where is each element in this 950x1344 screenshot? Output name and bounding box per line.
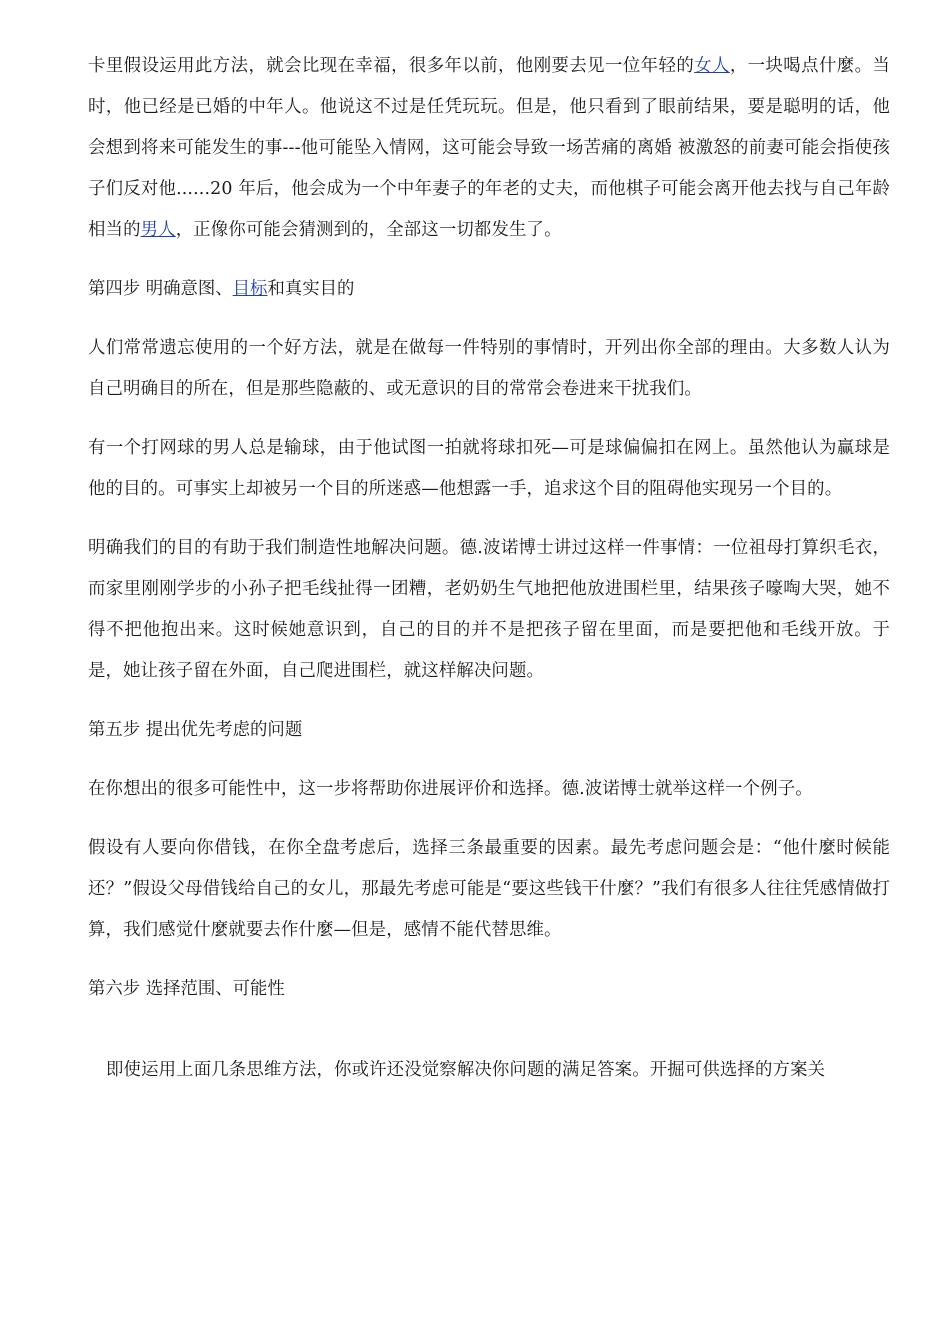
- heading-step-six: 第六步 选择范围、可能性: [88, 979, 285, 999]
- link-man[interactable]: 男人: [140, 220, 176, 240]
- link-goal[interactable]: 目标: [232, 279, 268, 299]
- heading-text: 和真实目的: [267, 279, 355, 299]
- paragraph-borrow-money: 假设有人要向你借钱，在你全盘考虑后，选择三条最重要的因素。最先考虑问题会是：“他什麼时候能还？”假设父母借钱给自己的女儿，那最先考虑可能是“要这些钱干什麼？”我们有很多人往往凭感情做打算，我们感觉什麼就要去作什麼—但是，感情不能代替思维。: [88, 838, 890, 940]
- heading-text: 第四步 明确意图、: [88, 279, 233, 299]
- paragraph-cali-story: [88, 46, 890, 251]
- heading-step-five: 第五步 提出优先考虑的问题: [88, 720, 303, 740]
- paragraph-evaluate-choose: 在你想出的很多可能性中，这一步将帮助你进展评价和选择。德.波诺博士就举这样一个例子。: [88, 779, 813, 799]
- paragraph-tennis-player: 有一个打网球的男人总是输球，由于他试图一拍就将球扣死—可是球偏偏扣在网上。虽然他认为赢球是他的目的。可事实上却被另一个目的所迷惑—他想露一手，追求这个目的阻碍他实现另一个目的。: [88, 438, 890, 499]
- paragraph-text: ，一块喝点什麼。当时，他已经是已婚的中年人。他说这不过是任凭玩玩。但是，他只看到了眼前结果，要是聪明的话，他会想到将来可能发生的事---他可能坠入情网，这可能会导致一场苦痛的离婚 被激怒的前妻可能会指使孩子们反对他......20 年后，他会成为一个中年妻子的年老的丈夫，而他棋子可能会离开他去找与自己年龄相当的: [88, 56, 890, 240]
- heading-step-four: [88, 269, 890, 310]
- document-page: [88, 46, 890, 1091]
- paragraph-alternatives: 即使运用上面几条思维方法，你或许还没觉察解决你问题的满足答案。开掘可供选择的方案关: [106, 1060, 826, 1080]
- paragraph-grandmother-story: 明确我们的目的有助于我们制造性地解决问题。德.波诺博士讲过这样一件事情：一位祖母打算织毛衣，而家里刚刚学步的小孙子把毛线扯得一团糟，老奶奶生气地把他放进围栏里，结果孩子嚎啕大哭，她不得不把他抱出来。这时候她意识到，自己的目的并不是把孩子留在里面，而是要把他和毛线开放。于是，她让孩子留在外面，自己爬进围栏，就这样解决问题。: [88, 538, 890, 681]
- paragraph-text: 卡里假设运用此方法，就会比现在幸福，很多年以前，他刚要去见一位年轻的: [88, 56, 695, 76]
- paragraph-list-reasons: 人们常常遗忘使用的一个好方法，就是在做每一件特别的事情时，开列出你全部的理由。大多数人认为自己明确目的所在，但是那些隐蔽的、或无意识的目的常常会卷进来干扰我们。: [88, 338, 890, 399]
- link-woman[interactable]: 女人: [694, 56, 730, 76]
- paragraph-text: ，正像你可能会猜测到的，全部这一切都发生了。: [175, 220, 562, 240]
